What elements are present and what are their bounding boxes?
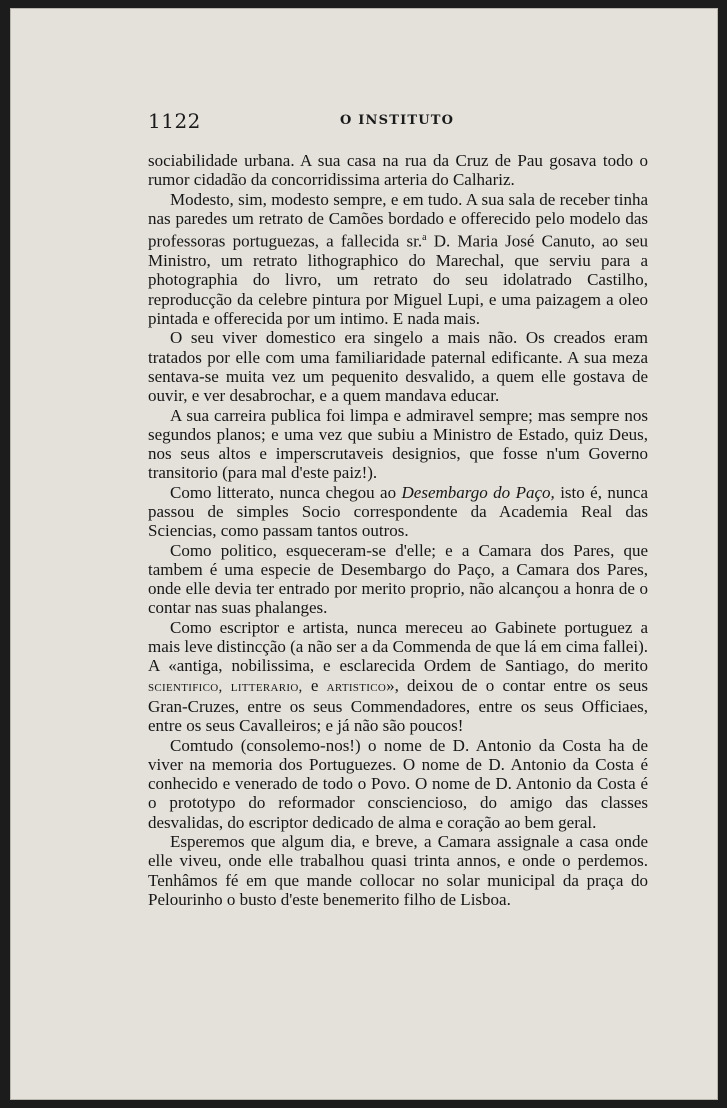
paragraph-text: D. Maria José Canuto, ao seu Ministro, um retrato lithographico do Marechal, que serviu para a photographia do livro, um retrato do seu idolatrado Castilho, reproducção da celebre pintura por Miguel Lupi, e uma paizagem a oleo pintada e offerecida por um intimo. E nada mais. xyxy=(148,231,648,329)
body-text xyxy=(148,151,648,909)
paragraph-text: Como litterato, nunca chegou ao xyxy=(170,482,402,502)
small-caps-word: scientifico, xyxy=(148,678,223,695)
paragraph-domestic-life: O seu viver domestico era singelo a mais não. Os creados eram tratados por elle com uma familiaridade paternal edificante. A sua meza sentava-se muita vez um pequenito desvalido, a quem elle gostava de ouvir, e ver desabrochar, e a quem mandava educar. xyxy=(148,328,648,406)
paragraph-comtudo: Comtudo (consolemo-nos!) o nome de D. Antonio da Costa ha de viver na memoria dos Portuguezes. O nome de D. Antonio da Costa é conhecido e venerado de todo o Povo. O nome de D. Antonio da Costa é o prototypo do reformador consciencioso, do amigo das classes desvalidas, do escriptor dedicado de alma e coração ao bem geral. xyxy=(148,735,648,832)
paragraph-public-career: A sua carreira publica foi limpa e admiravel sempre; mas sempre nos segundos planos; e uma vez que subiu a Ministro de Estado, quiz Deus, nos seus altos e imperscrutaveis designios, que fosse n'um Governo transitorio (para mal d'este paiz!). xyxy=(148,405,648,483)
paragraph-text: Como escriptor e artista, nunca mereceu ao Gabinete portuguez a mais leve distincção (a não ser a da Commenda de que lá em cima fallei). A «antiga, nobilissima, e esclarecida Ordem de Santiago, do merito xyxy=(148,617,648,676)
page-number: 1122 xyxy=(148,109,201,133)
paragraph-modesto xyxy=(148,190,648,329)
page-header xyxy=(148,109,643,135)
running-title: O INSTITUTO xyxy=(340,113,455,128)
paragraph-escriptor xyxy=(148,618,648,736)
small-caps-word: litterario, xyxy=(230,678,303,695)
paragraph-continuation: sociabilidade urbana. A sua casa na rua da Cruz de Pau gosava todo o rumor cidadão da concorridissima arteria do Calhariz. xyxy=(148,151,648,190)
italic-phrase: Desembargo do Paço, xyxy=(401,482,555,502)
paragraph-politico: Como politico, esqueceram-se d'elle; e a Camara dos Pares, que tambem é uma especie de Desembargo do Paço, a Camara dos Pares, onde elle devia ter entrado por merito proprio, não alcançou a honra de o contar nas suas phalanges. xyxy=(148,540,648,618)
paragraph-esperemos: Esperemos que algum dia, e breve, a Camara assignale a casa onde elle viveu, onde elle trabalhou quasi trinta annos, e onde o perdemos. Tenhâmos fé em que mande collocar no solar municipal da praça do Pelourinho o busto d'este benemerito filho de Lisboa. xyxy=(148,832,648,909)
paragraph-text: isto é, nunca passou de simples Socio correspondente da Academia Real das Sciencias, como passam tantos outros. xyxy=(148,482,648,541)
book-page xyxy=(10,8,718,1100)
paragraph-text: e xyxy=(302,675,327,695)
paragraph-text: Modesto, sim, modesto sempre, e em tudo. A sua sala de receber tinha nas paredes um retrato de Camões bordado e offerecido pelo modelo das professoras portuguezas, a fallecida sr. xyxy=(148,189,648,251)
superscript-a: a xyxy=(422,232,427,244)
paragraph-text: », deixou de o contar entre os seus Gran-Cruzes, entre os seus Commendadores, entre os seus Officiaes, entre os seus Cavalleiros; e já não são poucos! xyxy=(148,675,648,736)
small-caps-word: artistico xyxy=(326,678,387,695)
paragraph-litterato xyxy=(148,483,648,541)
